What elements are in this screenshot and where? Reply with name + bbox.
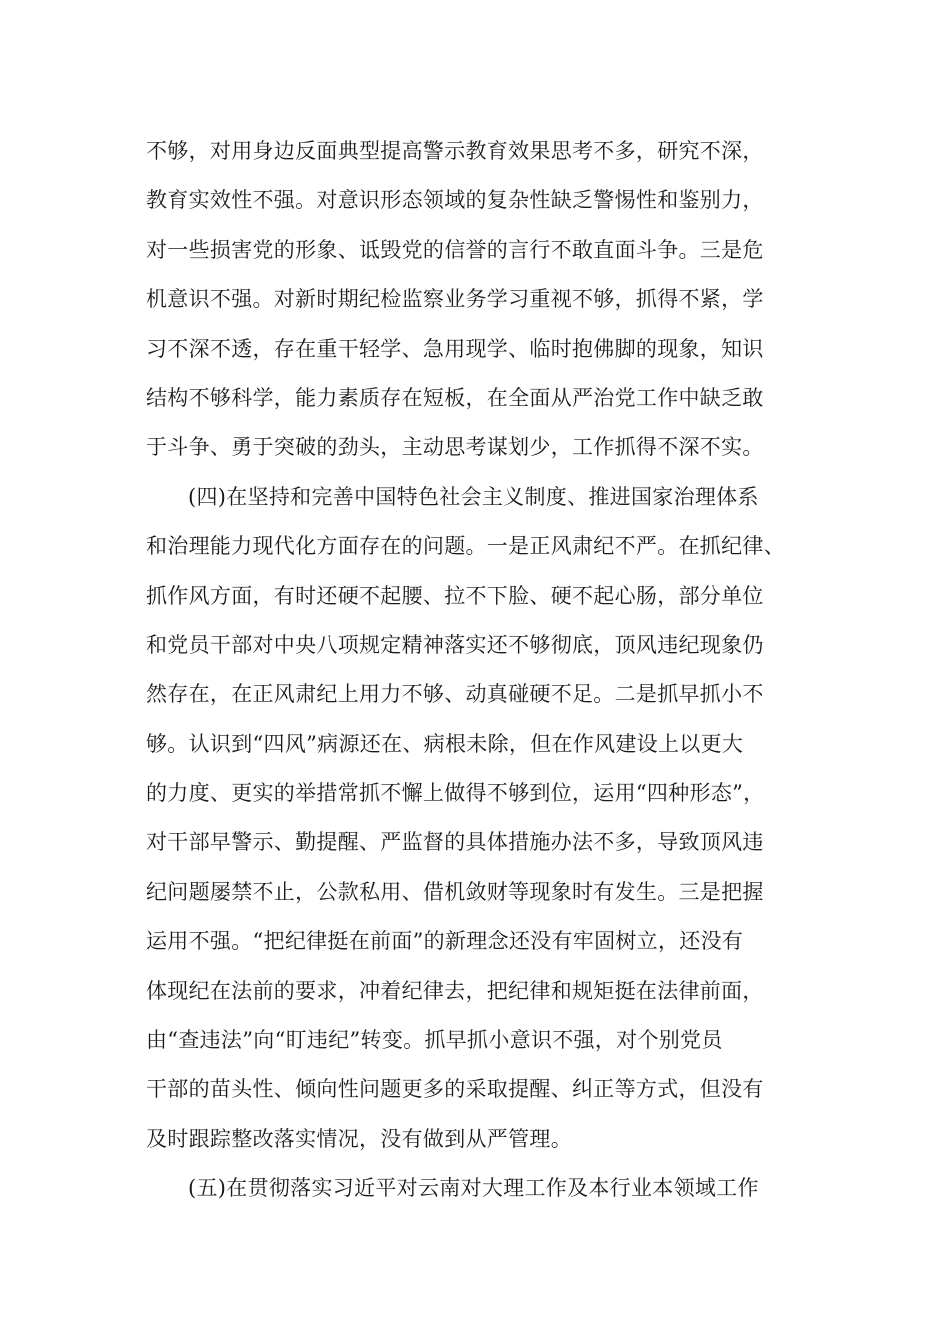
text-line: 然存在，在正风肃纪上用力不够、动真碰硬不足。二是抓早抓小不: [146, 682, 764, 707]
text-line: 够。认识到“四风”病源还在、病根未除，但在作风建设上以更大: [146, 731, 744, 756]
text-line: 教育实效性不强。对意识形态领域的复杂性缺乏警惕性和鉴别力，: [146, 188, 764, 213]
text-line: 结构不够科学，能力素质存在短板，在全面从严治党工作中缺乏敢: [146, 385, 764, 410]
text-line: 由“查违法”向“盯违纪”转变。抓早抓小意识不强，对个别党员: [146, 1028, 723, 1053]
text-line: 运用不强。“把纪律挺在前面”的新理念还没有牢固树立，还没有: [146, 929, 744, 954]
text-line: 习不深不透，存在重干轻学、急用现学、临时抱佛脚的现象，知识: [146, 336, 764, 361]
section-heading-line: (五)在贯彻落实习近平对云南对大理工作及本行业本领域工作: [188, 1176, 759, 1201]
text-line: 的力度、更实的举措常抓不懈上做得不够到位，运用“四种形态”，: [146, 781, 765, 806]
document-body: [146, 133, 816, 1220]
text-line: 干部的苗头性、倾向性问题更多的采取提醒、纠正等方式，但没有: [146, 1077, 764, 1102]
text-line: 于斗争、勇于突破的劲头，主动思考谋划少，工作抓得不深不实。: [146, 435, 764, 460]
text-line: 纪问题屡禁不止，公款私用、借机敛财等现象时有发生。三是把握: [146, 879, 764, 904]
text-line: 抓作风方面，有时还硬不起腰、拉不下脸、硬不起心肠，部分单位: [146, 583, 764, 608]
text-line: 不够，对用身边反面典型提高警示教育效果思考不多，研究不深，: [146, 139, 764, 163]
text-line: 机意识不强。对新时期纪检监察业务学习重视不够，抓得不紧，学: [146, 287, 764, 312]
text-line: 及时跟踪整改落实情况，没有做到从严管理。: [146, 1126, 572, 1151]
section-heading-line: (四)在坚持和完善中国特色社会主义制度、推进国家治理体系: [188, 484, 759, 509]
text-line: 对一些损害党的形象、诋毁党的信誉的言行不敢直面斗争。三是危: [146, 237, 764, 262]
text-line: 和治理能力现代化方面存在的问题。一是正风肃纪不严。在抓纪律、: [146, 534, 785, 559]
text-line: 和党员干部对中央八项规定精神落实还不够彻底，顶风违纪现象仍: [146, 632, 764, 657]
text-line: 对干部早警示、勤提醒、严监督的具体措施办法不多，导致顶风违: [146, 830, 764, 855]
text-line: 体现纪在法前的要求，冲着纪律去，把纪律和规矩挺在法律前面，: [146, 978, 764, 1003]
